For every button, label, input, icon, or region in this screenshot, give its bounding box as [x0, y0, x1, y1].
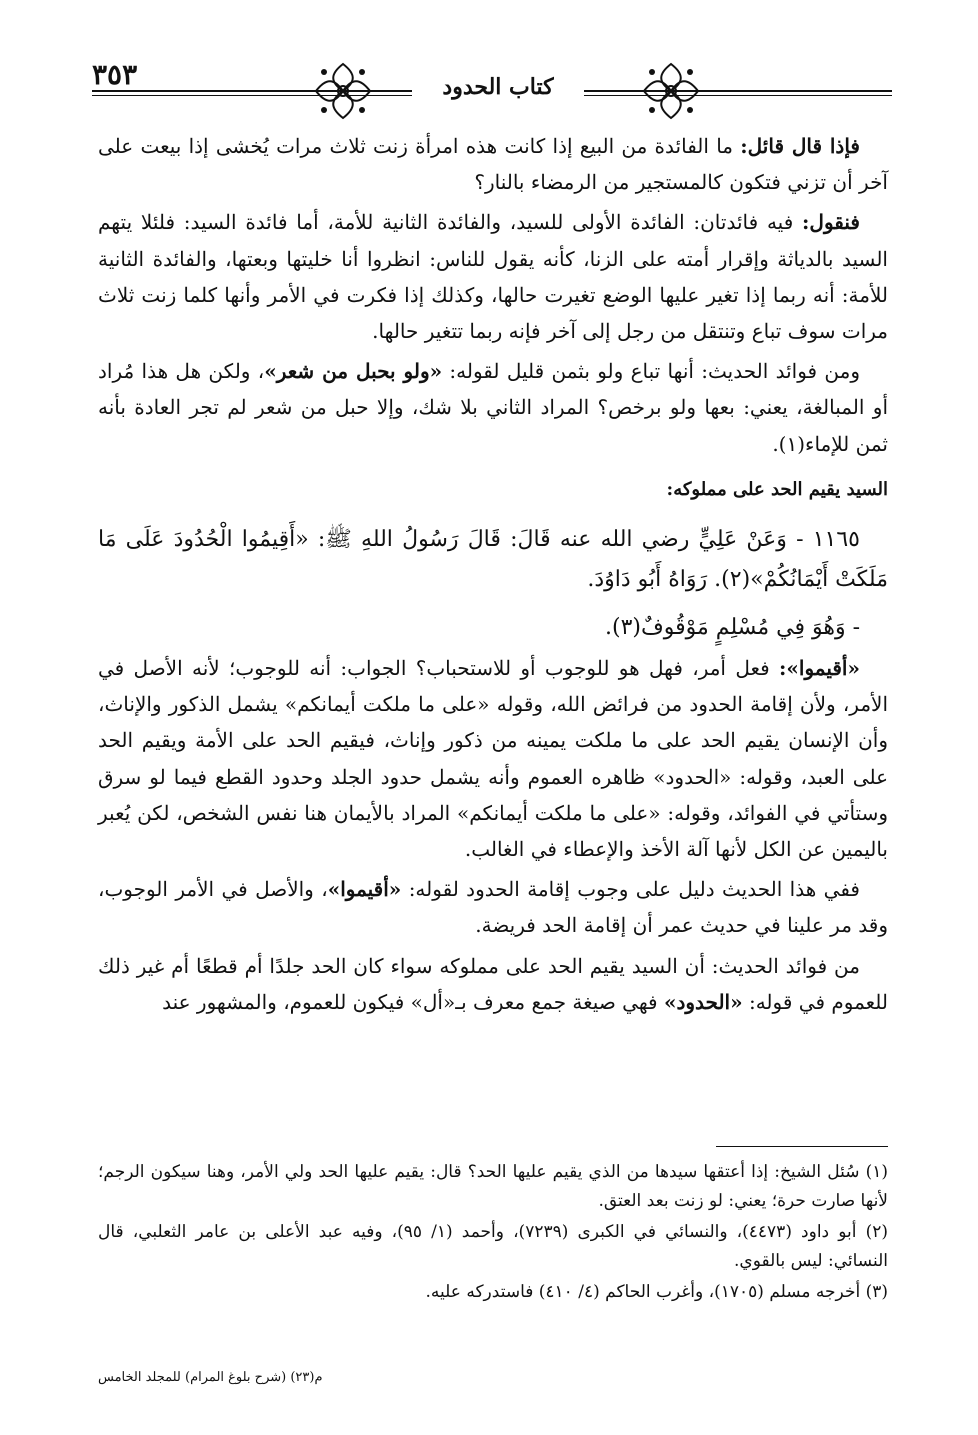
page-number: ٣٥٣: [92, 58, 138, 91]
paragraph-1: [98, 128, 888, 200]
footnotes: [98, 1158, 888, 1309]
running-title: كتاب الحدود: [412, 74, 584, 100]
ornament-left-icon: [312, 60, 374, 122]
paragraph-3-text-b: ، ولكن هل هذا مُراد أو المبالغة، يعني: بعها ولو برخص؟ المراد الثاني بلا شك، وإلا حبل من شعر لم تجر العادة بأنه ثمن للإماء(١).: [98, 359, 888, 456]
paragraph-6: [98, 948, 888, 1020]
section-heading: السيد يقيم الحد على مملوكه:: [666, 478, 888, 500]
footnote-2: (٢) أبو داود (٤٤٧٣)، والنسائي في الكبرى (٧٢٣٩)، وأحمد (١/ ٩٥)، وفيه عبد الأعلى بن عامر الثعلبي، قال النسائي: ليس بالقوي.: [98, 1222, 888, 1271]
paragraph-4-lead: «أقيموا»:: [779, 656, 860, 681]
paragraph-6-text-a: من فوائد الحديث: أن السيد يقيم الحد على مملوكه سواء كان الحد جلدًا أم قطعًا أم غير ذلك للعموم في قوله:: [98, 953, 888, 1014]
hadith-text: ١١٦٥ - وَعَنْ عَلِيٍّ رضي الله عنه قَالَ: قَالَ رَسُولُ اللهِ ﷺ: «أَقِيمُوا الْحُدُودَ عَلَى مَا مَلَكَتْ أَيْمَانُكُمْ»(٢). رَوَاهُ أَبُو دَاوُدَ.: [98, 527, 888, 593]
paragraph-2-text: فيه فائدتان: الفائدة الأولى للسيد، والفائدة الثانية للأمة، أما فائدة السيد: فلئلا يتهم السيد بالدياثة وإقرار أمته على الزنا، كأنه يقول للناس: انظروا أنا خليتها وبعتها، والفائدة الثانية للأمة: أنه ربما إذا تغير عليها الوضع تغيرت حالها، وكذلك إذا فكرت في الأمر وأنها كلما زنت ثلاث مرات سوف تباع وتنتقل من رجل إلى آخر فإنه ربما تتغير حالها.: [98, 210, 888, 344]
paragraph-4: [98, 650, 888, 867]
paragraph-3-text-a: ومن فوائد الحديث: أنها تباع ولو بثمن قليل لقوله:: [442, 359, 861, 384]
paragraph-1-text: ما الفائدة من البيع إذا كانت هذه امرأة زنت ثلاث مرات يُخشى إذا بيعت على آخر أن تزني فتكون كالمستجير من الرمضاء بالنار؟: [98, 134, 888, 195]
paragraph-5-text-b: ، والأصل في الأمر الوجوب، وقد مر علينا في حديث عمر أن إقامة الحد فريضة.: [98, 877, 888, 938]
paragraph-4-text: فعل أمر، فهل هو للوجوب أو للاستحباب؟ الجواب: أنه للوجوب؛ لأنه الأصل في الأمر، ولأن إقامة الحدود من فرائض الله، وقوله «على ما ملكت أيمانكم» يشمل الذكور والإناث، وأن الإنسان يقيم الحد على ما ملكت يمينه من ذكور وإناث، فيقيم الحد على الأمة ويقيم الحد على العبد، وقوله: «الحدود» ظاهره العموم وأنه يشمل حدود الجلد وحدود القطع فيما لو سرق وستأتي في الفوائد، وقوله: «على ما ملكت أيمانكم» المراد بالأيمان هنا نفس الشخص، لكن يُعبر باليمين عن الكل لأنها آلة الأخذ والإعطاء في الغالب.: [98, 656, 888, 862]
hadith-note: - وَهُوَ فِي مُسْلِمٍ مَوْقُوفٌ(٣).: [604, 615, 860, 641]
footnote-1: (١) سُئل الشيخ: إذا أعتقها سيدها من الذي يقيم عليها الحد؟ قال: يقيم عليها الحد ولي الأمر، وهنا سيكون الرجم؛ لأنها صارت حرة؛ يعني: لو زنت بعد العتق.: [98, 1162, 888, 1211]
footnote-3: (٣) أخرجه مسلم (١٧٠٥)، وأغرب الحاكم (٤/ ٤١٠) فاستدركه عليه.: [425, 1282, 888, 1302]
paragraph-2: [98, 204, 888, 349]
paragraph-5-text-a: ففي هذا الحديث دليل على وجوب إقامة الحدود لقوله:: [401, 877, 860, 902]
paragraph-3-quote: «ولو بحبل من شعر»: [264, 359, 443, 384]
footer-signature: م(٢٣) (شرح بلوغ المرام) للمجلد الخامس: [98, 1370, 323, 1385]
page-header: [92, 56, 892, 116]
paragraph-6-quote: «الحدود»: [663, 989, 743, 1014]
ornament-right-icon: [640, 60, 702, 122]
paragraph-5: [98, 871, 888, 943]
paragraph-5-quote: «أقيموا»: [327, 877, 402, 902]
paragraph-6-text-b: فهي صيغة جمع معرف بـ«أل» فيكون للعموم، والمشهور عند: [162, 989, 664, 1014]
footnote-separator: [716, 1146, 888, 1147]
paragraph-2-lead: فنقول:: [802, 210, 860, 235]
page-footer: [98, 1370, 888, 1385]
body-text: [98, 128, 888, 1024]
paragraph-1-lead: فإذا قال قائل:: [740, 134, 860, 158]
paragraph-3: [98, 353, 888, 462]
